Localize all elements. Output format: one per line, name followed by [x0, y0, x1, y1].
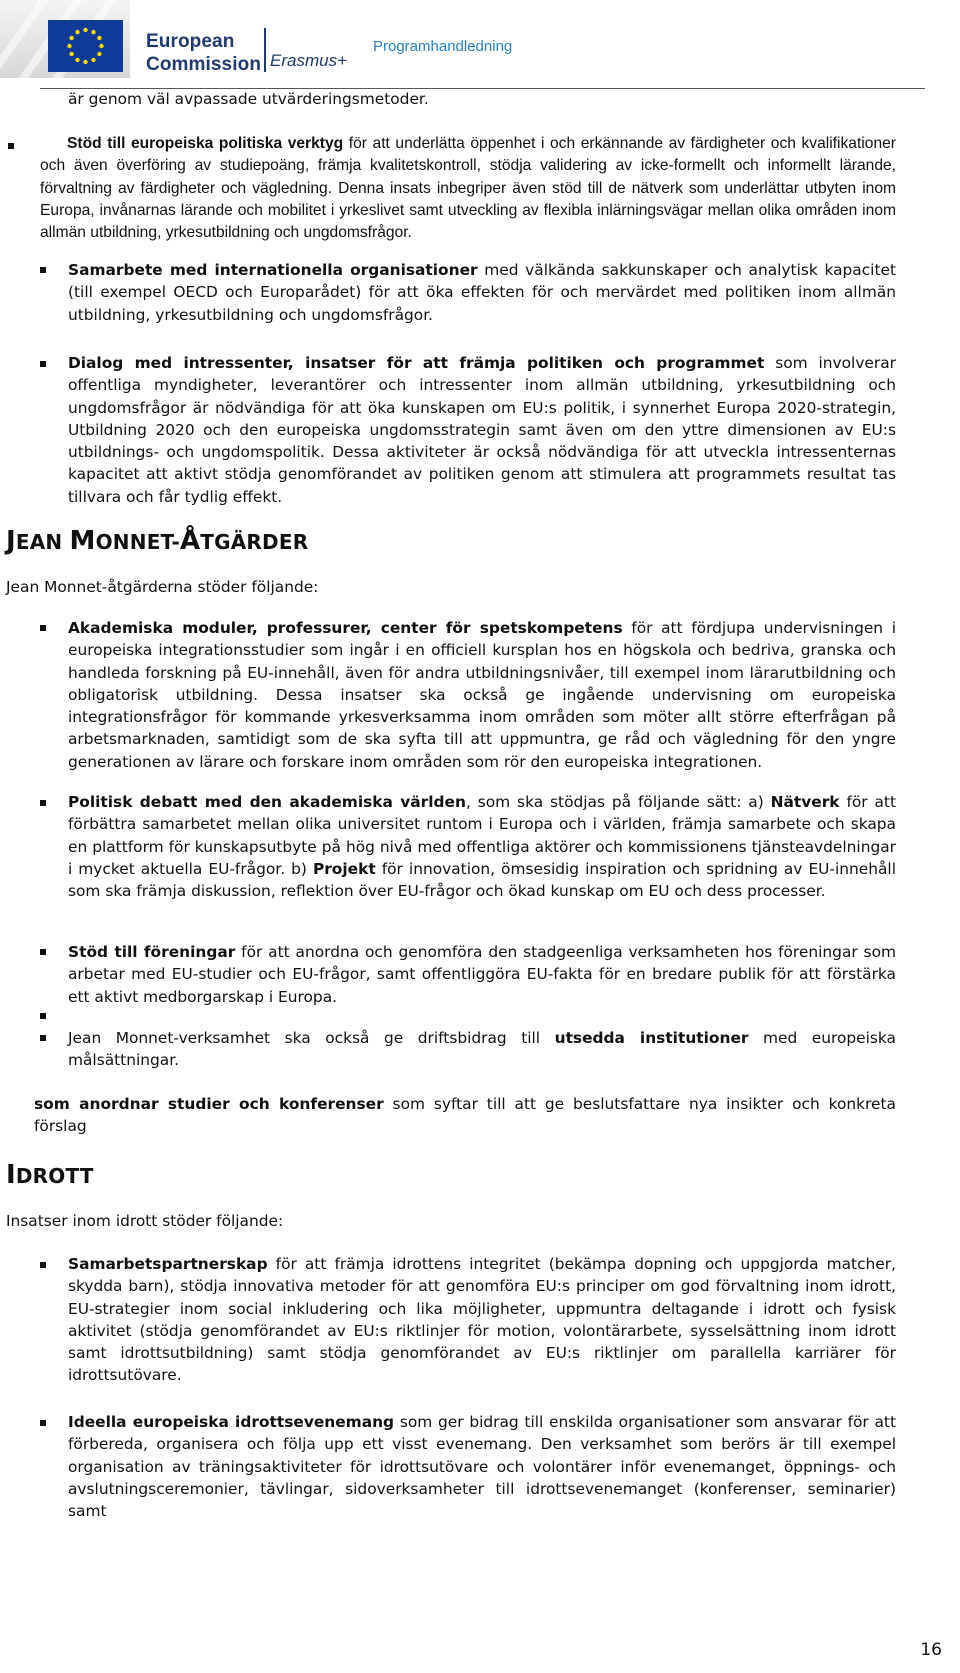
policy-bullet-3-title: Dialog med intressenter, insatser för att främja politiken och programmet	[68, 354, 765, 372]
bullet-icon	[40, 949, 46, 955]
sport-heading: IDROTT	[6, 1160, 94, 1190]
jean-monnet-trailing-text: som syftar till att ge beslutsfattare nya insikter och konkreta förslag	[34, 1095, 896, 1136]
bullet-icon	[40, 361, 46, 367]
sport-bullet-1	[68, 1253, 896, 1387]
jean-monnet-bullet-2-text-c: för innovation, ömsesidig inspiration och spridning av EU-innehåll som ska främja diskussion, reflektion över EU-frågor och ökad kunskap om EU och dess processer.	[68, 859, 896, 901]
policy-bullet-1	[40, 133, 896, 244]
bullet-icon	[40, 800, 46, 806]
jean-monnet-bullet-1-text: för att fördjupa undervisningen i europeiska integrationsstudier som ingår i en officiell kursplan hos en högskola och bedriva, granska och handleda forskning på EU-innehåll, även för andra utbildningsnivåer, till exempel inom lärarutbildning och obligatorisk utbildning. Dessa insatser ska också ge ingående undervisning om europeiska integrationsfrågor för kommande yrkesverksamma inom områden som möter allt större efterfrågan på arbetsmarknaden, samtidigt som de ska syfta till att uppmuntra, ge råd och vägledning för den yngre generationen av lärare och forskare inom områden som rör den europeiska integrationen.	[68, 619, 896, 771]
policy-bullet-2-text: med välkända sakkunskaper och analytisk kapacitet (till exempel OECD och Europarådet) för att öka effekten för och mervärdet med politiken inom allmän utbildning, yrkesutbildning och ungdomsfrågor.	[68, 261, 896, 324]
jean-monnet-bullet-2-network: Nätverk	[770, 793, 840, 811]
jean-monnet-heading: JEAN MONNET-ÅTGÄRDER	[6, 526, 309, 556]
jean-monnet-bullet-5-institutions: utsedda institutioner	[554, 1029, 749, 1047]
intro-fragment: är genom väl avpassade utvärderingsmetoder.	[68, 90, 429, 108]
jean-monnet-bullet-2-text-a: , som ska stödjas på följande sätt: a)	[465, 793, 771, 811]
jean-monnet-bullet-3	[68, 941, 896, 1008]
sport-intro: Insatser inom idrott stöder följande:	[6, 1212, 284, 1230]
sport-bullet-2-title: Ideella europeiska idrottsevenemang	[68, 1413, 395, 1431]
eu-flag-icon	[48, 20, 123, 72]
sport-bullet-1-title: Samarbetspartnerskap	[68, 1255, 268, 1273]
sport-bullet-1-text: för att främja idrottens integritet (bekämpa dopning och uppgjorda matcher, skydda barn), stödja innovativa metoder för att genomföra EU:s principer om god förvaltning inom idrott, EU-strategier inom social inkludering och lika möjligheter, uppmuntra deltagande i idrott och fysisk aktivitet (stödja genomförandet av EU:s riktlinjer för motion, volontärarbete, sysselsättning inom idrott samt idrottsutbildning) samt stödja genomförandet av EU:s riktlinjer om parallella karriärer för idrottsutövare.	[68, 1255, 896, 1385]
bullet-icon	[8, 143, 14, 149]
jean-monnet-bullet-5	[68, 1027, 896, 1072]
policy-bullet-3-text: som involverar offentliga myndigheter, leverantörer och intressenter inom allmän utbildning, yrkesutbildning och ungdomsfrågor är nödvändiga för att öka kunskapen om EU:s politik, i synnerhet Europa 2020-strategin, Utbildning 2020 och den europeiska ungdomsstrategin samt även om den yttre dimensionen av EU:s utbildnings- och ungdomspolitik. Dessa aktiviteter är också nödvändiga för att utveckla intressenternas kapacitet att aktivt stödja genomförandet av politiken genom att stimulera att programmets resultat tas tillvara och får tydlig effekt.	[68, 354, 896, 506]
logo-separator	[264, 28, 266, 72]
policy-bullet-2-title: Samarbete med internationella organisationer	[68, 261, 478, 279]
page-header	[0, 0, 960, 95]
jean-monnet-bullet-1	[68, 617, 896, 773]
erasmus-logo-text: Erasmus+	[270, 51, 347, 70]
policy-bullet-3	[68, 352, 896, 508]
jean-monnet-bullet-3-title: Stöd till föreningar	[68, 943, 236, 961]
page-number: 16	[920, 1640, 942, 1660]
document-title: Programhandledning	[373, 38, 513, 55]
sport-bullet-2-text: som ger bidrag till enskilda organisationer som ansvarar för att förbereda, organisera och följa upp ett visst evenemang. Den verksamhet som berörs är till exempel organisation av träningsaktiviteter för idrottsutövare och volontärer inför evenemanget, öppnings- och avslutningsceremonier, tävlingar, sidoverksamheter till idrottsevenemanget (konferenser, seminarier) samt	[68, 1413, 896, 1521]
bullet-icon	[40, 267, 46, 273]
policy-bullet-1-text: för att underlätta öppenhet i och erkännande av färdigheter och kvalifikationer och även överföring av studiepoäng, främja kvalitetskontroll, stödja validering av icke-formellt och informellt lärande, förvaltning av färdigheter och vägledning. Denna insats inbegriper även stöd till de nätverk som underlättar utbyten inom Europa, invånarnas lärande och mobilitet i yrkeslivet samt utveckling av flexibla inlärningsvägar mellan olika områden inom allmän utbildning, yrkesutbildning och ungdomsfrågor.	[40, 135, 896, 242]
jean-monnet-bullet-2	[68, 791, 896, 902]
logo-background	[0, 0, 130, 78]
bullet-icon	[40, 625, 46, 631]
jean-monnet-bullet-2-title: Politisk debatt med den akademiska världen	[68, 793, 466, 811]
sport-bullet-2	[68, 1411, 896, 1522]
jean-monnet-bullet-5-text-b: med europeiska målsättningar.	[68, 1029, 896, 1070]
policy-bullet-2	[68, 259, 896, 326]
jean-monnet-bullet-5-text-a: Jean Monnet-verksamhet ska också ge driftsbidrag till	[68, 1029, 555, 1047]
jean-monnet-bullet-2-project: Projekt	[312, 859, 376, 878]
bullet-icon	[40, 1420, 46, 1426]
bullet-icon	[40, 1262, 46, 1268]
jean-monnet-bullet-3-text: för att anordna och genomföra den stadgeenliga verksamheten hos föreningar som arbetar med EU-studier och EU-frågor, samt offentliggöra EU-fakta för en bredare publik för att förstärka ett aktivt medborgarskap i Europa.	[68, 943, 896, 1006]
jean-monnet-trailing	[34, 1093, 896, 1138]
bullet-icon	[40, 1035, 46, 1041]
bullet-icon-empty	[40, 1013, 46, 1019]
jean-monnet-intro: Jean Monnet-åtgärderna stöder följande:	[6, 578, 319, 596]
policy-bullet-1-title: Stöd till europeiska politiska verktyg	[67, 135, 344, 152]
european-commission-logo-text: European Commission	[146, 31, 262, 75]
jean-monnet-bullet-1-title: Akademiska moduler, professurer, center för spetskompetens	[68, 619, 623, 637]
jean-monnet-trailing-bold: som anordnar studier och konferenser	[34, 1095, 384, 1113]
jean-monnet-bullet-2-text-b: för att förbättra samarbetet mellan olika universitet runtom i Europa och i världen, främja samarbete och skapa en plattform för kunskapsutbyte på hög nivå med offentliga aktörer och kommissionens tjänsteavdelningar i mycket aktuella EU-frågor. b)	[68, 793, 896, 878]
